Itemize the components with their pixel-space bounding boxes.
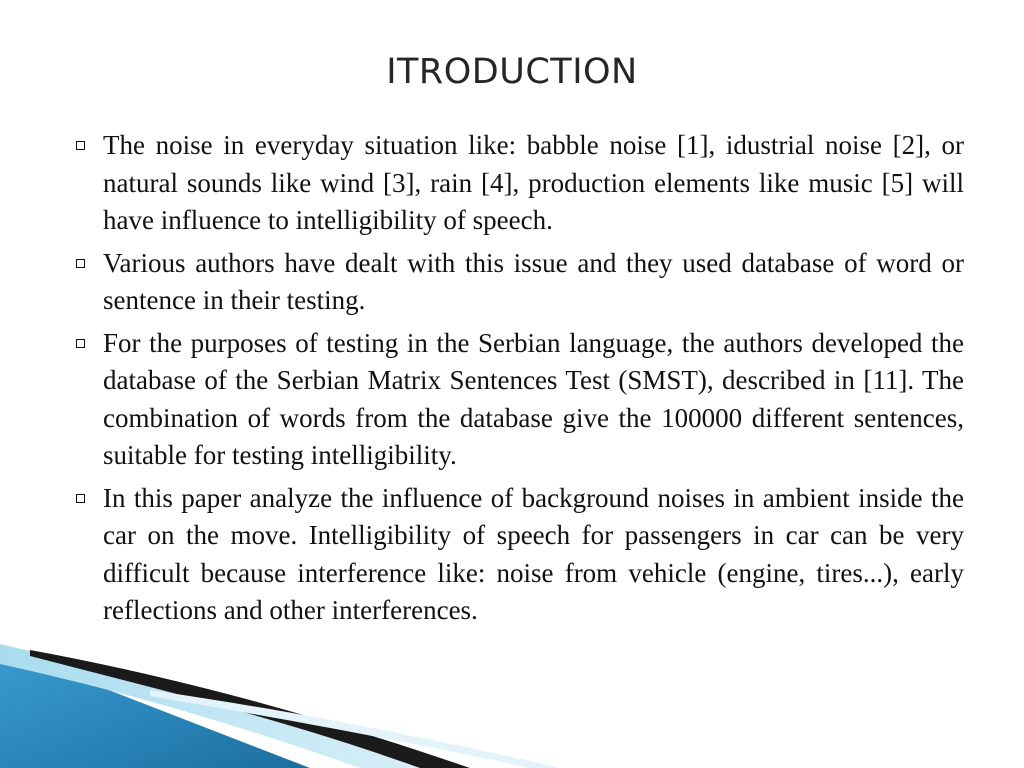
bullet-item [72,325,964,475]
square-bullet-icon [76,259,85,268]
bullet-text: For the purposes of testing in the Serbian language, the authors developed the database of the Serbian Matrix Sentences Test (SMST), described in [11]. The combination of words from the database give the 100000 different sentences, suitable for testing intelligibility. [103,327,964,470]
slide-title: ITRODUCTION [386,52,638,92]
bullet-item [72,480,964,630]
swoosh-light-shape [0,644,420,768]
bullet-text: The noise in everyday situation like: babble noise [1], idustrial noise [2], or natural sounds like wind [3], rain [4], production elements like music [5] will have influence to intelligibility of speech. [103,130,964,235]
bullet-text: In this paper analyze the influence of background noises in ambient inside the car on the move. Intelligibility of speech for passengers in car can be very difficult because interference like: noise from vehicle (engine, tires...), early reflections and other interferences. [103,482,964,625]
square-bullet-icon [76,494,85,503]
bullet-text: Various authors have dealt with this issue and they used database of word or sentence in their testing. [103,247,964,315]
bullet-item [72,245,964,320]
square-bullet-icon [76,141,85,150]
bullet-item [72,127,964,240]
bullet-list [72,127,964,635]
swoosh-dark-shape [30,650,470,768]
square-bullet-icon [76,339,85,348]
swoosh-blue-shape [0,648,310,768]
swoosh-highlight-shape [150,690,560,768]
